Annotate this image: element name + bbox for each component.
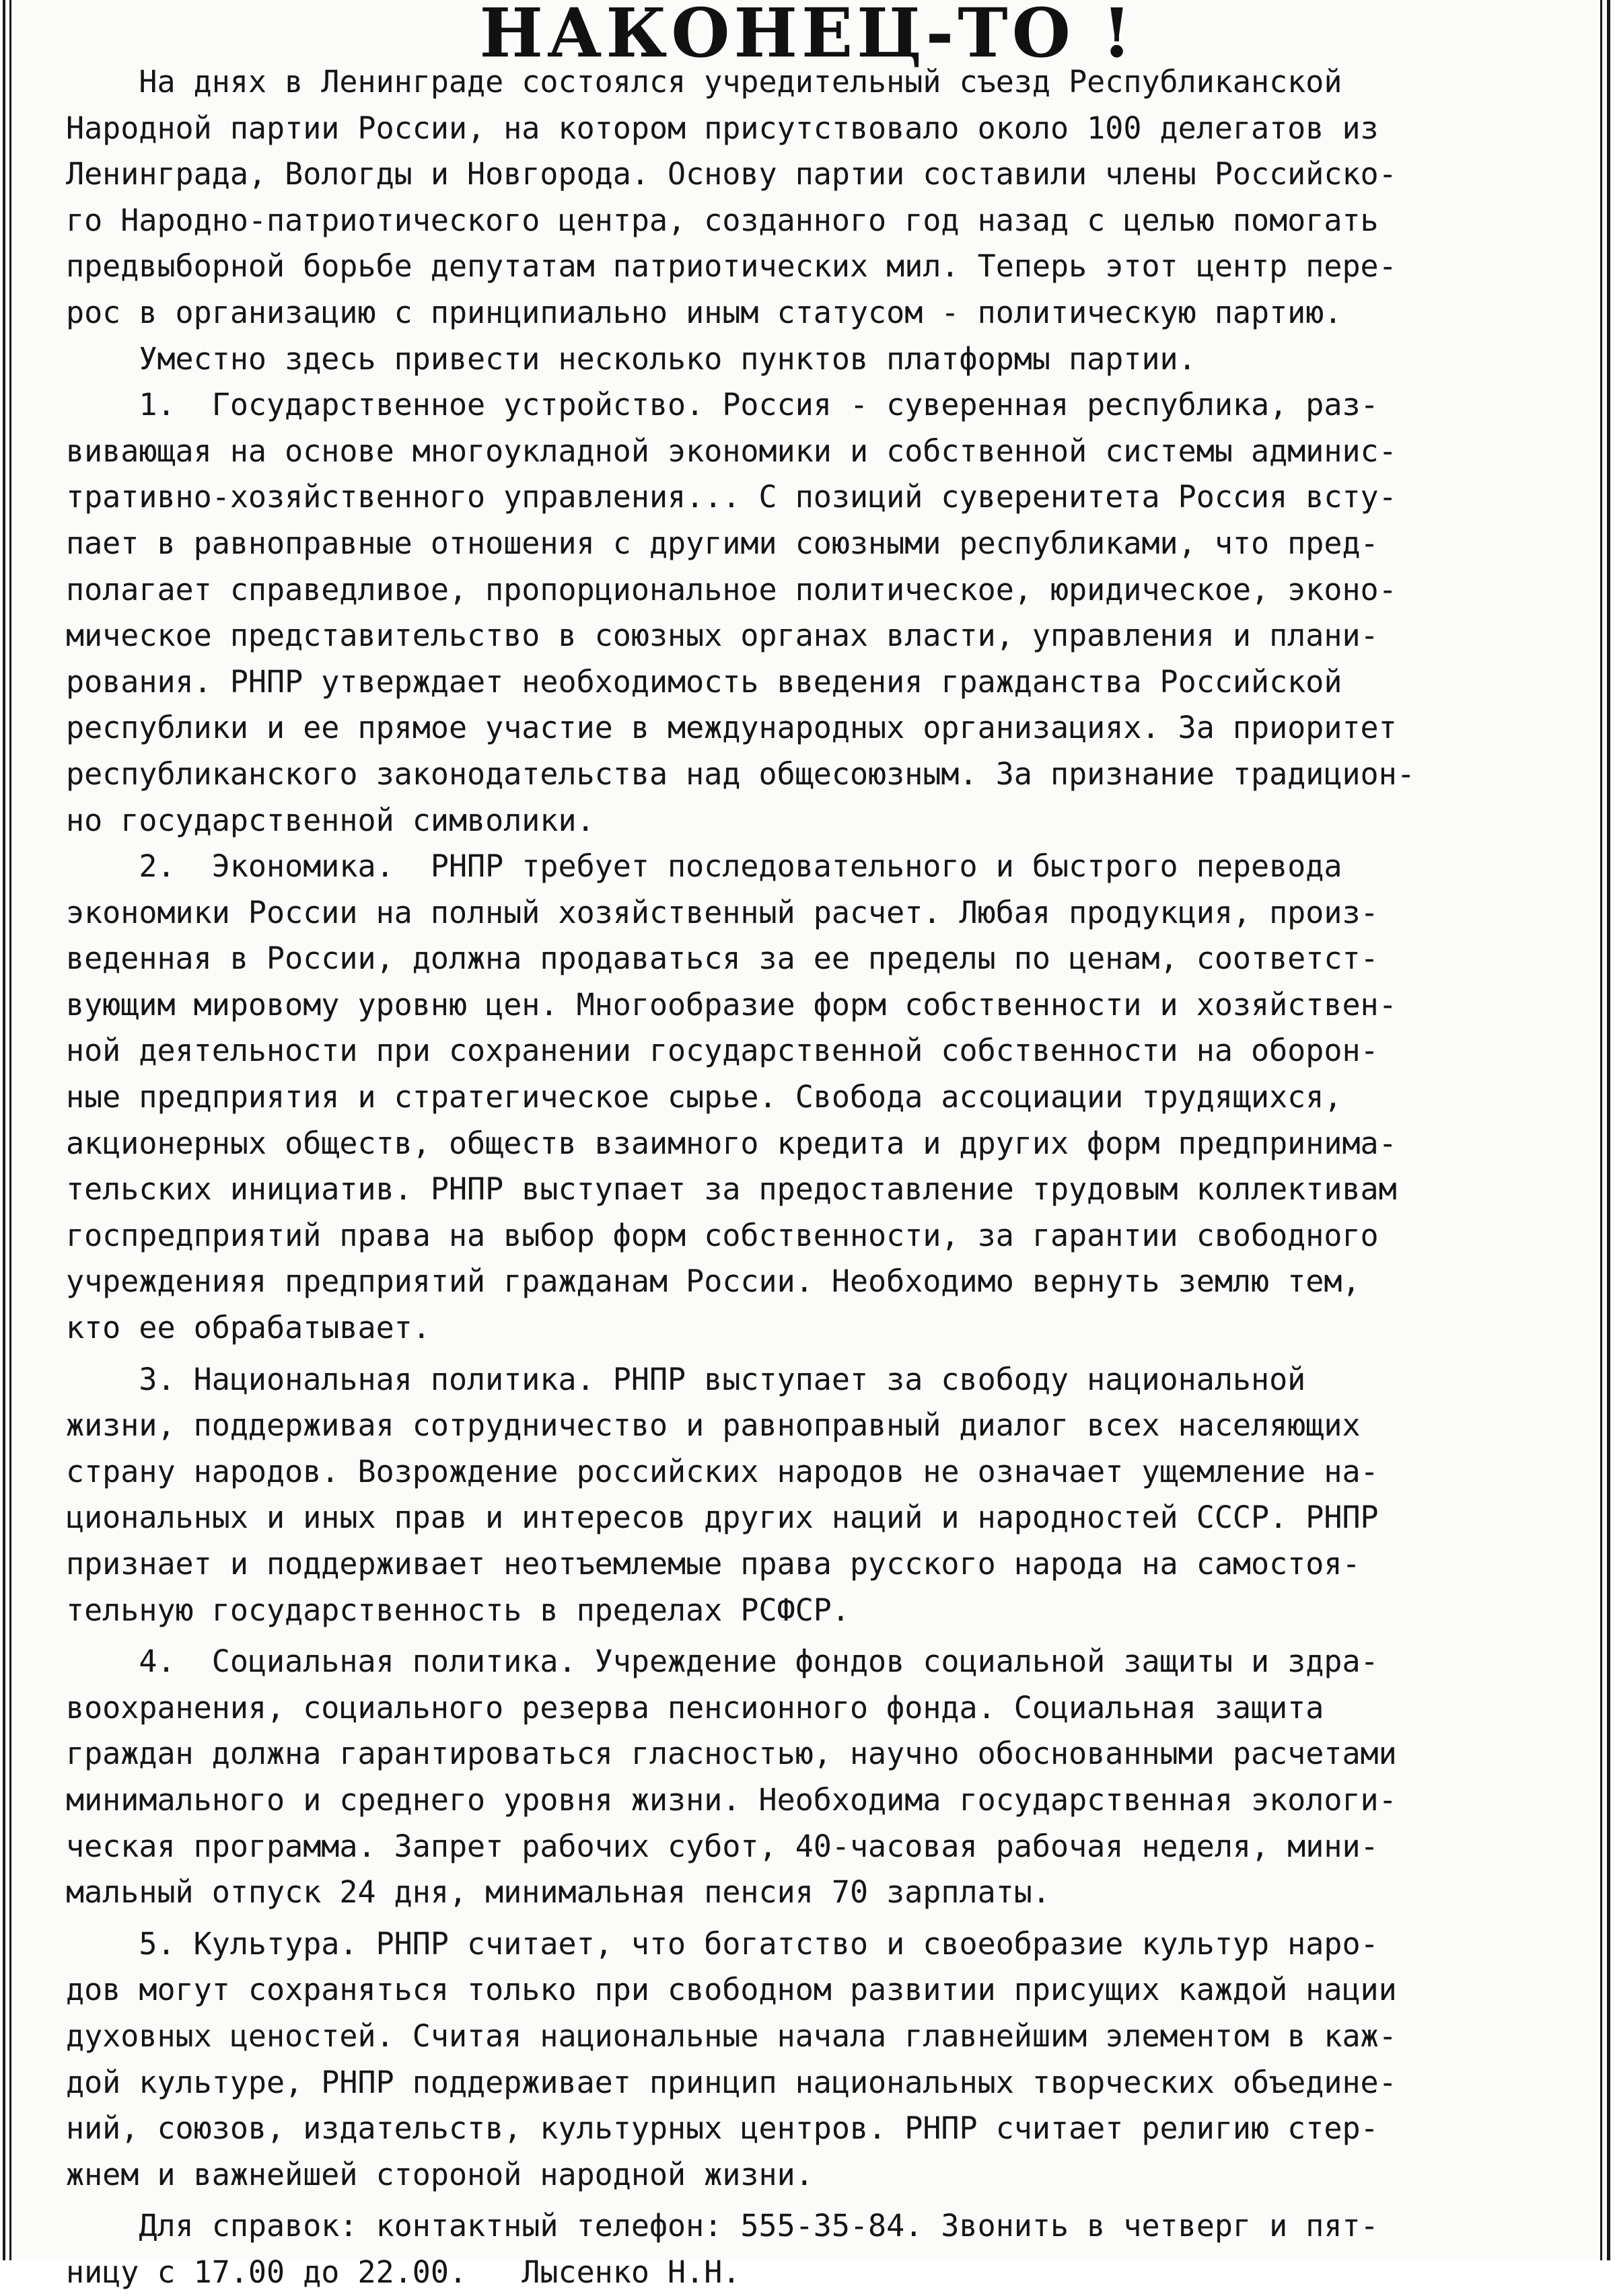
text-line: республики и ее прямое участие в международных организациях. За приоритет xyxy=(66,710,1397,746)
text-line: мальный отпуск 24 дня, минимальная пенсия 70 зарплаты. xyxy=(66,1874,1050,1911)
text-line: 4. Социальная политика. Учреждение фондов социальной защиты и здра- xyxy=(66,1643,1379,1680)
text-line: предвыборной борьбе депутатам патриотических мил. Теперь этот центр пере- xyxy=(66,248,1397,285)
text-line: пает в равноправные отношения с другими союзными республиками, что пред- xyxy=(66,525,1379,561)
text-line: дов могут сохраняться только при свободном развитии присущих каждой нации xyxy=(66,1972,1397,2008)
text-line: Для справок: контактный телефон: 555-35-84. Звонить в четверг и пят- xyxy=(66,2208,1379,2244)
text-line: ные предприятия и стратегическое сырье. Свобода ассоциации трудящихся, xyxy=(66,1079,1342,1115)
article-paragraph xyxy=(66,844,1553,1351)
left-border-rule-inner xyxy=(9,0,11,2260)
text-line: духовных ценостей. Считая национальные начала главнейшим элементом в каж- xyxy=(66,2017,1397,2054)
text-line: го Народно-патриотического центра, созданного год назад с целью помогать xyxy=(66,202,1379,238)
article-paragraph xyxy=(66,1921,1553,2198)
text-line: 1. Государственное устройство. Россия - суверенная республика, раз- xyxy=(66,387,1379,423)
text-line: признает и поддерживает неотъемлемые права русского народа на самостоя- xyxy=(66,1546,1361,1582)
text-line: 2. Экономика. РНПР требует последовательного и быстрого перевода xyxy=(66,848,1342,885)
article-paragraph xyxy=(66,382,1553,844)
text-line: Ленинграда, Вологды и Новгорода. Основу партии составили члены Российско- xyxy=(66,156,1397,192)
text-line: Народной партии России, на котором присутствовало около 100 делегатов из xyxy=(66,110,1379,146)
text-line: вующим мировому уровню цен. Многообразие форм собственности и хозяйствен- xyxy=(66,986,1397,1023)
text-line: учрежденияя предприятий гражданам России. Необходимо вернуть землю тем, xyxy=(66,1263,1361,1300)
text-line: ческая программа. Запрет рабочих субот, 40-часовая рабочая неделя, мини- xyxy=(66,1828,1379,1864)
article-paragraph xyxy=(66,2203,1553,2295)
article-headline: НАКОНЕЦ-ТО ! xyxy=(479,0,1136,73)
text-line: полагает справедливое, пропорциональное политическое, юридическое, эконо- xyxy=(66,571,1397,607)
text-line: 5. Культура. РНПР считает, что богатство и своеобразие культур наро- xyxy=(66,1925,1379,1962)
paragraph-spacer xyxy=(66,1351,1553,1357)
text-line: вивающая на основе многоукладной экономики и собственной системы админис- xyxy=(66,433,1397,469)
text-line: воохранения, социального резерва пенсионного фонда. Социальная защита xyxy=(66,1689,1324,1726)
text-line: экономики России на полный хозяйственный расчет. Любая продукция, произ- xyxy=(66,894,1379,930)
right-border-rule-inner xyxy=(1600,0,1602,2260)
article-paragraph xyxy=(66,1639,1553,1916)
text-line: На днях в Ленинграде состоялся учредительный съезд Республиканской xyxy=(66,64,1342,100)
paragraph-spacer xyxy=(66,2198,1553,2203)
text-line: тельских инициатив. РНПР выступает за предоставление трудовым коллективам xyxy=(66,1171,1397,1208)
text-line: рования. РНПР утверждает необходимость введения гражданства Российской xyxy=(66,663,1342,700)
text-line: жнем и важнейшей стороной народной жизни. xyxy=(66,2156,814,2192)
article-paragraph xyxy=(66,336,1553,383)
text-line: мическое представительство в союзных органах власти, управления и плани- xyxy=(66,618,1379,654)
text-line: 3. Национальная политика. РНПР выступает за свободу национальной xyxy=(66,1361,1306,1397)
text-line: рос в организацию с принципиально иным статусом - политическую партию. xyxy=(66,294,1342,330)
article-body xyxy=(66,59,1553,2296)
text-line: ний, союзов, издательств, культурных центров. РНПР считает религию стер- xyxy=(66,2110,1379,2147)
text-line: ной деятельности при сохранении государственной собственности на оборон- xyxy=(66,1033,1379,1069)
text-line: кто ее обрабатывает. xyxy=(66,1310,431,1346)
text-line: страну народов. Возрождение российских народов не означает ущемление на- xyxy=(66,1453,1379,1489)
text-line: веденная в России, должна продаваться за ее пределы по ценам, соответст- xyxy=(66,940,1379,977)
text-line: но государственной символики. xyxy=(66,802,595,838)
paragraph-spacer xyxy=(66,1633,1553,1639)
article-paragraph xyxy=(66,59,1553,336)
left-border-rule-outer xyxy=(3,0,5,2260)
text-line: тельную государственность в пределах РСФСР. xyxy=(66,1592,850,1628)
text-line: ницу с 17.00 до 22.00. Лысенко Н.Н. xyxy=(66,2254,741,2290)
text-line: граждан должна гарантироваться гласностью, научно обоснованными расчетами xyxy=(66,1736,1397,1772)
text-line: дой культуре, РНПР поддерживает принцип национальных творческих объедине- xyxy=(66,2064,1397,2100)
text-line: госпредприятий права на выбор форм собственности, за гарантии свободного xyxy=(66,1217,1379,1253)
article-paragraph xyxy=(66,1357,1553,1634)
text-line: тративно-хозяйственного управления... С позиций суверенитета Россия всту- xyxy=(66,479,1397,515)
right-border-rule-outer xyxy=(1607,0,1610,2260)
text-line: Уместно здесь привести несколько пунктов платформы партии. xyxy=(66,340,1196,377)
text-line: циональных и иных прав и интересов других наций и народностей СССР. РНПР xyxy=(66,1499,1379,1536)
paragraph-spacer xyxy=(66,1916,1553,1921)
text-line: жизни, поддерживая сотрудничество и равноправный диалог всех населяющих xyxy=(66,1407,1361,1444)
text-line: акционерных обществ, обществ взаимного кредита и других форм предпринима- xyxy=(66,1125,1397,1161)
text-line: минимального и среднего уровня жизни. Необходима государственная экологи- xyxy=(66,1781,1397,1818)
text-line: республиканского законодательства над общесоюзным. За признание традицион- xyxy=(66,755,1415,792)
